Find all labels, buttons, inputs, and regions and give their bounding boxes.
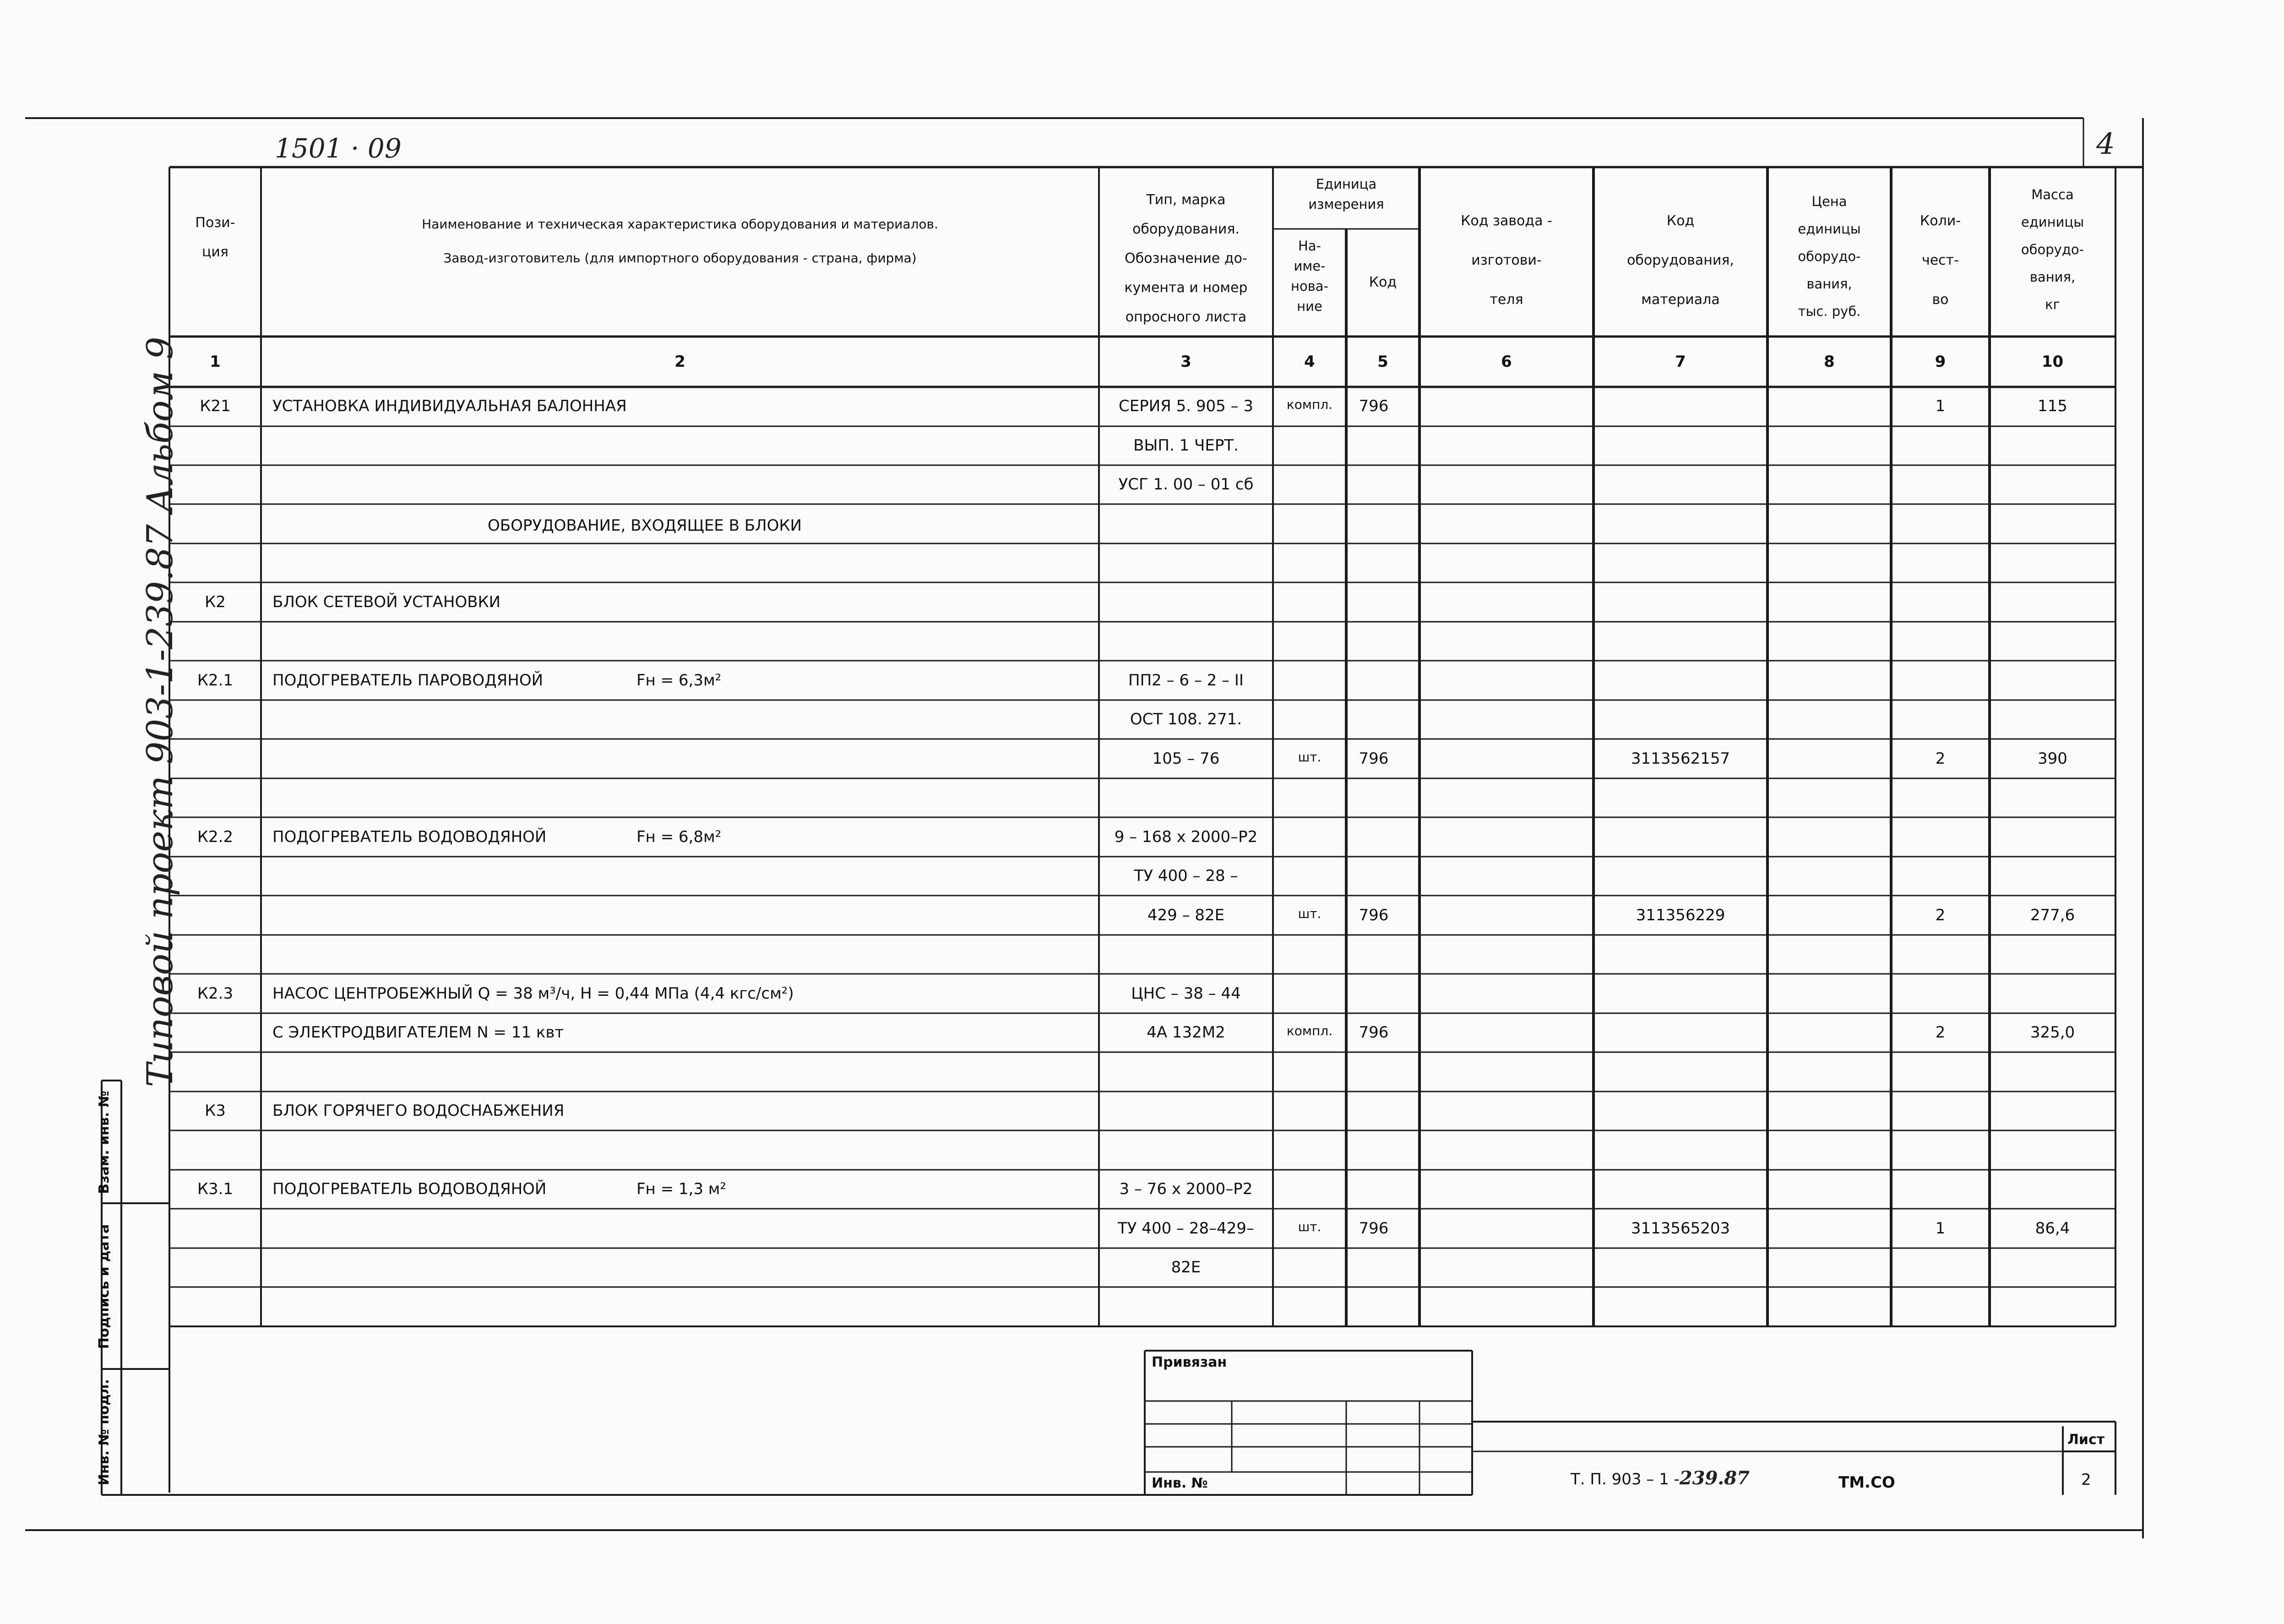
cell-pos: К3 (205, 1102, 226, 1120)
header-unit-group: Единица измерения (1308, 176, 1384, 212)
cell-type: ОСТ 108. 271. (1130, 710, 1242, 728)
header-col6: Код завода - изготови- теля (1461, 213, 1552, 308)
header-col4: На- име- нова- ние (1290, 238, 1329, 314)
cell-code: 3113562157 (1631, 750, 1730, 768)
cell-type: ТУ 400 – 28 – (1134, 867, 1238, 885)
stamp-doc-suffix: ТМ.СО (1838, 1473, 1895, 1492)
header-col9: Коли- чест- во (1920, 213, 1961, 308)
section-title: ОБОРУДОВАНИЕ, ВХОДЯЩЕЕ В БЛОКИ (488, 516, 802, 535)
cell-pos: К2 (205, 593, 226, 611)
side-stamp-vzam: Взам. инв. № (96, 1091, 112, 1194)
cell-mass: 86,4 (2035, 1219, 2070, 1238)
header-col5: Код (1369, 274, 1397, 290)
colnum-2: 2 (674, 353, 685, 371)
cell-type: ТУ 400 – 28–429– (1118, 1219, 1254, 1238)
cell-unit: шт. (1298, 1219, 1321, 1234)
cell-name: БЛОК ГОРЯЧЕГО ВОДОСНАБЖЕНИЯ (272, 1102, 565, 1120)
cell-pos: К2.3 (197, 984, 234, 1003)
cell-pos: К21 (200, 397, 231, 415)
cell-name: УСТАНОВКА ИНДИВИДУАЛЬНАЯ БАЛОННАЯ (272, 397, 627, 415)
header-col1: Пози- ция (195, 215, 235, 260)
cell-unit-code: 796 (1359, 397, 1389, 415)
colnum-10: 10 (2041, 353, 2064, 371)
stamp-sheet-number: 2 (2081, 1471, 2091, 1489)
stamp-linked: Привязан (1152, 1354, 1227, 1370)
header-col7: Код оборудования, материала (1627, 213, 1734, 308)
cell-type: ЦНС – 38 – 44 (1131, 984, 1241, 1003)
side-stamp-sign-date: Подпись и дата (96, 1224, 112, 1349)
cell-pos: К2.2 (197, 828, 234, 846)
cell-type: 3 – 76 х 2000–Р2 (1119, 1180, 1253, 1198)
cell-mass: 390 (2038, 750, 2067, 768)
cell-qty: 2 (1935, 1023, 1946, 1042)
cell-unit-code: 796 (1359, 906, 1389, 924)
cell-unit: шт. (1298, 906, 1321, 921)
colnum-7: 7 (1675, 353, 1686, 371)
cell-name: ПОДОГРЕВАТЕЛЬ ПАРОВОДЯНОЙ (272, 671, 544, 690)
cell-pos: К3.1 (197, 1180, 234, 1198)
cell-type: ВЫП. 1 ЧЕРТ. (1133, 436, 1239, 455)
colnum-5: 5 (1377, 353, 1388, 371)
cell-type: 429 – 82Е (1147, 906, 1225, 924)
cell-mass: 115 (2038, 397, 2067, 415)
colnum-6: 6 (1501, 353, 1512, 371)
cell-spec: Fн = 6,8м² (636, 828, 722, 846)
colnum-1: 1 (210, 353, 221, 371)
stamp-sheet-label: Лист (2067, 1432, 2105, 1448)
cell-type: 9 – 168 х 2000–Р2 (1114, 828, 1258, 846)
cell-pos: К2.1 (197, 671, 234, 690)
cell-type: 82Е (1171, 1258, 1201, 1276)
side-handwriting: Типовой проект 903-1-239.87 Альбом 9 (140, 337, 181, 1087)
cell-qty: 2 (1935, 750, 1946, 768)
cell-name: ПОДОГРЕВАТЕЛЬ ВОДОВОДЯНОЙ (272, 1180, 547, 1198)
cell-type: СЕРИЯ 5. 905 – 3 (1119, 397, 1253, 415)
cell-qty: 2 (1935, 906, 1946, 924)
header-col8: Цена единицы оборудо- вания, тыс. руб. (1798, 194, 1861, 319)
cell-name: БЛОК СЕТЕВОЙ УСТАНОВКИ (272, 593, 501, 611)
cell-unit: шт. (1298, 750, 1321, 765)
page-corner-number: 4 (2096, 127, 2115, 161)
cell-qty: 1 (1935, 1219, 1946, 1238)
colnum-4: 4 (1304, 353, 1315, 371)
cell-type: ПП2 – 6 – 2 – II (1128, 671, 1244, 690)
cell-name: С ЭЛЕКТРОДВИГАТЕЛЕМ N = 11 квт (272, 1023, 564, 1042)
cell-code: 311356229 (1636, 906, 1725, 924)
cell-unit: компл. (1286, 397, 1333, 412)
cell-unit: компл. (1286, 1023, 1333, 1038)
cell-name: НАСОС ЦЕНТРОБЕЖНЫЙ Q = 38 м³/ч, Н = 0,44 МПа (4,4 кгс/см²) (272, 984, 794, 1003)
cell-unit-code: 796 (1359, 750, 1389, 768)
colnum-9: 9 (1935, 353, 1946, 371)
header-col10: Масса единицы оборудо- вания, кг (2021, 187, 2084, 312)
colnum-3: 3 (1180, 353, 1191, 371)
cell-type: УСГ 1. 00 – 01 сб (1118, 475, 1254, 494)
cell-spec: Fн = 6,3м² (636, 671, 722, 690)
cell-qty: 1 (1935, 397, 1946, 415)
cell-spec: Fн = 1,3 м² (636, 1180, 727, 1198)
cell-name: ПОДОГРЕВАТЕЛЬ ВОДОВОДЯНОЙ (272, 828, 547, 846)
cell-mass: 277,6 (2030, 906, 2075, 924)
header-col2: Наименование и техническая характеристика оборудования и материалов. Завод-изготовитель (для импортного оборудования - страна, фирма) (422, 217, 938, 266)
cell-unit-code: 796 (1359, 1023, 1389, 1042)
stamp-inv: Инв. № (1152, 1475, 1208, 1491)
handwritten-ref: 1501 · 09 (275, 133, 402, 164)
colnum-8: 8 (1824, 353, 1835, 371)
header-col3: Тип, марка оборудования. Обозначение до- кумента и номер опросного листа (1124, 192, 1248, 325)
stamp-doc-code: Т. П. 903 – 1 -239.87 (1571, 1467, 1750, 1489)
cell-unit-code: 796 (1359, 1219, 1389, 1238)
cell-type: 4А 132М2 (1147, 1023, 1225, 1042)
side-stamp-inv-podl: Инв. № подл. (96, 1379, 112, 1486)
cell-code: 3113565203 (1631, 1219, 1730, 1238)
cell-type: 105 – 76 (1152, 750, 1220, 768)
cell-mass: 325,0 (2030, 1023, 2075, 1042)
